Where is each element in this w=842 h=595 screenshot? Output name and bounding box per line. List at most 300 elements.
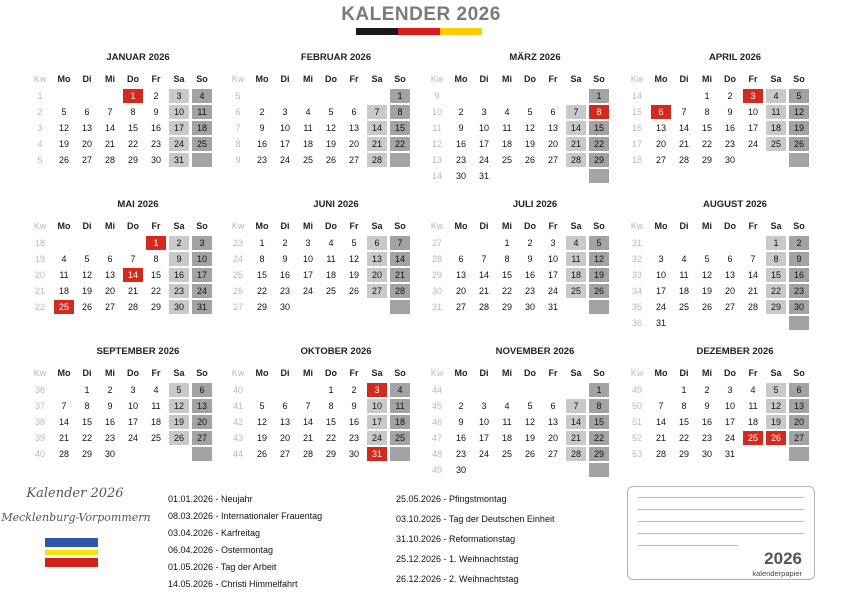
weekday-header: Sa (570, 368, 582, 378)
day-cell: 17 (279, 139, 290, 149)
week-number-header: Kw (231, 74, 245, 84)
day-cell: 2 (282, 238, 288, 248)
day-cell: 17 (747, 123, 758, 133)
day-cell: 14 (566, 121, 586, 135)
day-cell: 22 (256, 286, 267, 296)
day-cell: 11 (502, 123, 512, 133)
day-cell: 15 (256, 270, 267, 280)
day-cell: 9 (107, 401, 113, 411)
day-cell (390, 153, 410, 167)
day-cell: 20 (547, 433, 558, 443)
flag-stripe (356, 28, 398, 35)
day-cell: 16 (348, 417, 359, 427)
day-cell: 24 (279, 155, 290, 165)
day-cell: 28 (367, 153, 387, 167)
day-cell: 2 (169, 236, 189, 250)
day-cell: 23 (279, 286, 290, 296)
day-cell: 18 (150, 417, 161, 427)
week-number-header: Kw (33, 368, 47, 378)
day-cell (789, 153, 809, 167)
day-cell: 10 (478, 417, 489, 427)
note-line (638, 521, 804, 522)
day-cell: 6 (789, 383, 809, 397)
day-cell: 14 (655, 417, 666, 427)
day-cell: 2 (527, 238, 533, 248)
day-cell: 17 (478, 433, 489, 443)
day-cell: 17 (302, 270, 313, 280)
day-cell: 21 (104, 139, 115, 149)
weekday-header: Di (679, 368, 689, 378)
weekday-header: So (793, 368, 805, 378)
week-number-header: Kw (430, 221, 444, 231)
day-cell: 10 (367, 399, 387, 413)
day-cell: 1 (704, 91, 710, 101)
weekday-header: Fr (349, 74, 359, 84)
day-cell: 5 (766, 383, 786, 397)
day-cell: 29 (589, 447, 609, 461)
week-number: 45 (431, 401, 442, 411)
day-cell: 10 (279, 123, 290, 133)
weekday-header: Di (479, 74, 489, 84)
day-cell: 26 (81, 302, 92, 312)
weekday-header: Sa (371, 221, 383, 231)
day-cell: 12 (169, 399, 189, 413)
week-number: 37 (34, 401, 45, 411)
day-cell: 4 (390, 383, 410, 397)
day-cell: 27 (655, 155, 666, 165)
day-cell: 21 (367, 137, 387, 151)
weekday-header: Sa (173, 221, 185, 231)
day-cell: 2 (259, 107, 265, 117)
day-cell: 11 (192, 105, 212, 119)
day-cell: 3 (727, 385, 733, 395)
day-cell: 22 (501, 286, 512, 296)
day-cell: 20 (348, 139, 359, 149)
day-cell: 24 (127, 433, 138, 443)
day-cell: 15 (390, 121, 410, 135)
day-cell: 9 (153, 107, 159, 117)
weekday-header: Mi (105, 368, 115, 378)
flag-stripe (398, 28, 440, 35)
day-cell: 6 (192, 383, 212, 397)
day-cell: 3 (550, 238, 556, 248)
week-number: 2 (37, 107, 43, 117)
day-cell: 25 (192, 137, 212, 151)
day-cell: 3 (282, 107, 288, 117)
holiday-day: 1 (146, 236, 166, 250)
day-cell: 28 (747, 302, 758, 312)
day-cell: 7 (61, 401, 67, 411)
day-cell: 30 (789, 300, 809, 314)
day-cell: 23 (150, 139, 161, 149)
weekday-header: Mo (57, 74, 71, 84)
day-cell: 30 (279, 302, 290, 312)
mecklenburg-vorpommern-flag-icon (45, 538, 98, 570)
day-cell: 22 (678, 433, 689, 443)
month-title: JUNI 2026 (313, 199, 359, 210)
week-number: 21 (34, 286, 45, 296)
day-cell: 24 (302, 286, 313, 296)
day-cell: 10 (655, 270, 666, 280)
day-cell: 20 (789, 415, 809, 429)
day-cell: 27 (724, 302, 735, 312)
day-cell: 11 (326, 254, 336, 264)
day-cell: 9 (704, 401, 710, 411)
day-cell: 23 (455, 449, 466, 459)
day-cell (589, 463, 609, 477)
day-cell: 5 (789, 89, 809, 103)
holiday-day: 8 (589, 105, 609, 119)
day-cell: 9 (259, 123, 265, 133)
day-cell: 13 (367, 252, 387, 266)
day-cell: 15 (81, 417, 92, 427)
holiday-entry: 01.05.2026 - Tag der Arbeit (168, 562, 277, 572)
day-cell: 11 (766, 105, 786, 119)
day-cell: 19 (701, 286, 712, 296)
day-cell: 28 (58, 449, 69, 459)
day-cell: 26 (58, 155, 69, 165)
day-cell: 31 (478, 171, 489, 181)
weekday-header: Sa (770, 221, 782, 231)
day-cell: 26 (256, 449, 267, 459)
day-cell: 23 (701, 433, 712, 443)
weekday-header: Sa (371, 368, 383, 378)
week-number-header: Kw (630, 368, 644, 378)
day-cell: 9 (458, 417, 464, 427)
day-cell: 11 (59, 270, 69, 280)
day-cell: 2 (789, 236, 809, 250)
day-cell: 8 (390, 105, 410, 119)
day-cell: 3 (169, 89, 189, 103)
day-cell: 27 (348, 155, 359, 165)
day-cell: 18 (678, 286, 689, 296)
day-cell: 20 (192, 415, 212, 429)
week-number: 5 (235, 91, 241, 101)
day-cell: 20 (724, 286, 735, 296)
day-cell: 5 (589, 236, 609, 250)
day-cell: 12 (766, 399, 786, 413)
day-cell: 23 (104, 433, 115, 443)
weekday-header: Mo (454, 221, 468, 231)
day-cell: 23 (724, 139, 735, 149)
day-cell: 26 (169, 431, 189, 445)
weekday-header: So (593, 74, 605, 84)
week-number: 28 (431, 254, 442, 264)
holiday-entry: 31.10.2026 - Reformationstag (396, 534, 516, 544)
day-cell: 20 (455, 286, 466, 296)
day-cell: 4 (750, 385, 756, 395)
week-number: 7 (235, 123, 241, 133)
month-title: AUGUST 2026 (703, 199, 767, 210)
week-number: 23 (232, 238, 243, 248)
day-cell (589, 300, 609, 314)
note-line (638, 497, 804, 498)
weekday-header: Mi (502, 74, 512, 84)
day-cell: 30 (455, 465, 466, 475)
holiday-entry: 26.12.2026 - 2. Weihnachtstag (396, 574, 519, 584)
day-cell: 13 (104, 270, 115, 280)
weekday-header: Sa (570, 74, 582, 84)
day-cell: 12 (325, 123, 336, 133)
day-cell: 10 (747, 107, 758, 117)
holiday-entry: 03.04.2026 - Karfreitag (168, 528, 261, 538)
day-cell: 31 (169, 153, 189, 167)
weekday-header: Mo (255, 368, 269, 378)
day-cell: 1 (589, 89, 609, 103)
weekday-header: Sa (173, 368, 185, 378)
day-cell: 27 (104, 302, 115, 312)
day-cell: 13 (547, 417, 558, 427)
day-cell: 25 (501, 449, 512, 459)
day-cell: 31 (192, 300, 212, 314)
week-number: 43 (232, 433, 243, 443)
day-cell: 5 (259, 401, 265, 411)
weekday-header: Mo (255, 74, 269, 84)
week-number-header: Kw (231, 221, 245, 231)
weekday-header: So (196, 221, 208, 231)
day-cell: 21 (58, 433, 69, 443)
day-cell: 17 (724, 417, 735, 427)
day-cell: 19 (789, 121, 809, 135)
day-cell: 25 (390, 431, 410, 445)
day-cell: 7 (658, 401, 664, 411)
day-cell: 17 (655, 286, 666, 296)
day-cell: 24 (547, 286, 558, 296)
weekday-header: Di (82, 74, 92, 84)
day-cell: 27 (455, 302, 466, 312)
day-cell: 2 (704, 385, 710, 395)
day-cell: 25 (501, 155, 512, 165)
day-cell (789, 447, 809, 461)
day-cell: 27 (279, 449, 290, 459)
day-cell: 22 (589, 431, 609, 445)
month-title: DEZEMBER 2026 (696, 346, 774, 357)
week-number: 19 (34, 254, 45, 264)
day-cell: 3 (192, 236, 212, 250)
week-number: 11 (432, 123, 442, 133)
weekday-header: So (394, 368, 406, 378)
day-cell: 3 (481, 401, 487, 411)
day-cell: 21 (478, 286, 489, 296)
month-title: OKTOBER 2026 (300, 346, 372, 357)
day-cell: 2 (727, 91, 733, 101)
day-cell: 22 (766, 284, 786, 298)
day-cell: 7 (481, 254, 487, 264)
day-cell: 18 (390, 415, 410, 429)
day-cell: 27 (192, 431, 212, 445)
week-number: 49 (431, 465, 442, 475)
note-line (638, 509, 804, 510)
day-cell: 18 (566, 268, 586, 282)
day-cell: 21 (390, 268, 410, 282)
week-number: 40 (34, 449, 45, 459)
day-cell: 4 (192, 89, 212, 103)
day-cell: 6 (458, 254, 464, 264)
day-cell: 11 (679, 270, 689, 280)
day-cell: 20 (279, 433, 290, 443)
day-cell: 24 (478, 155, 489, 165)
day-cell: 8 (589, 399, 609, 413)
weekday-header: Mi (105, 221, 115, 231)
day-cell: 14 (678, 123, 689, 133)
day-cell: 16 (455, 433, 466, 443)
day-cell: 23 (348, 433, 359, 443)
day-cell: 29 (150, 302, 161, 312)
flag-stripe (45, 558, 98, 567)
day-cell: 19 (325, 139, 336, 149)
week-number: 13 (431, 155, 442, 165)
day-cell: 9 (351, 401, 357, 411)
holiday-day: 25 (54, 300, 74, 314)
day-cell: 9 (458, 123, 464, 133)
week-number: 31 (631, 238, 642, 248)
holiday-entry: 03.10.2026 - Tag der Deutschen Einheit (396, 514, 555, 524)
state-name: Mecklenburg-Vorpommern (1, 511, 151, 524)
weekday-header: Do (127, 74, 139, 84)
weekday-header: Mo (57, 221, 71, 231)
day-cell: 13 (724, 270, 735, 280)
weekday-header: So (394, 74, 406, 84)
weekday-header: So (593, 221, 605, 231)
weekday-header: Fr (748, 221, 758, 231)
day-cell: 16 (169, 268, 189, 282)
holiday-entry: 01.01.2026 - Neujahr (168, 494, 253, 504)
day-cell: 26 (524, 155, 535, 165)
flag-stripe (440, 28, 482, 35)
day-cell: 7 (750, 254, 756, 264)
weekday-header: Fr (349, 221, 359, 231)
weekday-header: Sa (770, 368, 782, 378)
day-cell: 16 (724, 123, 735, 133)
weekday-header: Do (524, 74, 536, 84)
day-cell: 16 (256, 139, 267, 149)
day-cell: 10 (192, 252, 212, 266)
day-cell: 10 (302, 254, 313, 264)
page-title: KALENDER 2026 (341, 4, 501, 25)
day-cell: 8 (130, 107, 136, 117)
day-cell: 18 (192, 121, 212, 135)
day-cell: 16 (104, 417, 115, 427)
day-cell: 18 (501, 433, 512, 443)
week-number: 44 (232, 449, 243, 459)
weekday-header: Do (724, 74, 736, 84)
day-cell: 28 (104, 155, 115, 165)
weekday-header: Fr (151, 368, 161, 378)
day-cell: 15 (589, 415, 609, 429)
weekday-header: Do (127, 221, 139, 231)
day-cell: 3 (658, 254, 664, 264)
week-number: 41 (232, 401, 243, 411)
day-cell: 27 (789, 431, 809, 445)
day-cell: 24 (169, 137, 189, 151)
day-cell: 22 (390, 137, 410, 151)
day-cell: 4 (681, 254, 687, 264)
day-cell: 30 (455, 171, 466, 181)
day-cell: 20 (104, 286, 115, 296)
weekday-header: Mi (303, 368, 313, 378)
weekday-header: Sa (770, 74, 782, 84)
day-cell: 22 (589, 137, 609, 151)
week-number-header: Kw (630, 74, 644, 84)
week-number: 31 (431, 302, 442, 312)
day-cell: 4 (566, 236, 586, 250)
day-cell (390, 300, 410, 314)
day-cell: 9 (727, 107, 733, 117)
day-cell: 29 (81, 449, 92, 459)
day-cell: 29 (589, 153, 609, 167)
day-cell: 21 (747, 286, 758, 296)
day-cell: 28 (566, 447, 586, 461)
month-title: JANUAR 2026 (106, 52, 170, 63)
day-cell: 28 (478, 302, 489, 312)
weekday-header: So (196, 74, 208, 84)
day-cell: 25 (566, 284, 586, 298)
week-number: 51 (631, 417, 642, 427)
day-cell: 16 (150, 123, 161, 133)
day-cell: 2 (153, 91, 159, 101)
weekday-header: So (793, 221, 805, 231)
weekday-header: So (394, 221, 406, 231)
day-cell: 26 (701, 302, 712, 312)
day-cell: 26 (589, 284, 609, 298)
day-cell: 23 (256, 155, 267, 165)
weekday-header: Fr (548, 368, 558, 378)
weekday-header: Di (82, 368, 92, 378)
day-cell: 13 (279, 417, 290, 427)
day-cell: 29 (766, 300, 786, 314)
day-cell: 13 (348, 123, 359, 133)
day-cell: 26 (325, 155, 336, 165)
day-cell: 4 (766, 89, 786, 103)
week-number: 5 (37, 155, 43, 165)
day-cell: 17 (478, 139, 489, 149)
weekday-header: Mo (654, 221, 668, 231)
weekday-header: Mi (502, 221, 512, 231)
day-cell: 21 (302, 433, 313, 443)
day-cell: 21 (127, 286, 138, 296)
day-cell: 12 (524, 417, 535, 427)
day-cell: 14 (367, 121, 387, 135)
week-number: 33 (631, 270, 642, 280)
day-cell: 28 (655, 449, 666, 459)
day-cell: 23 (524, 286, 535, 296)
day-cell: 6 (282, 401, 288, 411)
weekday-header: Do (724, 221, 736, 231)
weekday-header: Sa (570, 221, 582, 231)
day-cell: 14 (104, 123, 115, 133)
weekday-header: Di (479, 221, 489, 231)
day-cell: 30 (348, 449, 359, 459)
week-number: 48 (431, 449, 442, 459)
day-cell (390, 447, 410, 461)
week-number-header: Kw (231, 368, 245, 378)
day-cell: 26 (789, 137, 809, 151)
day-cell (789, 316, 809, 330)
day-cell: 13 (192, 399, 212, 413)
day-cell: 25 (678, 302, 689, 312)
notes-box (627, 486, 815, 580)
day-cell: 20 (547, 139, 558, 149)
day-cell: 11 (151, 401, 161, 411)
day-cell: 27 (367, 284, 387, 298)
day-cell: 2 (351, 385, 357, 395)
day-cell: 17 (367, 415, 387, 429)
week-number: 52 (631, 433, 642, 443)
week-number: 40 (232, 385, 243, 395)
week-number: 53 (631, 449, 642, 459)
weekday-header: Fr (748, 74, 758, 84)
day-cell: 25 (766, 137, 786, 151)
